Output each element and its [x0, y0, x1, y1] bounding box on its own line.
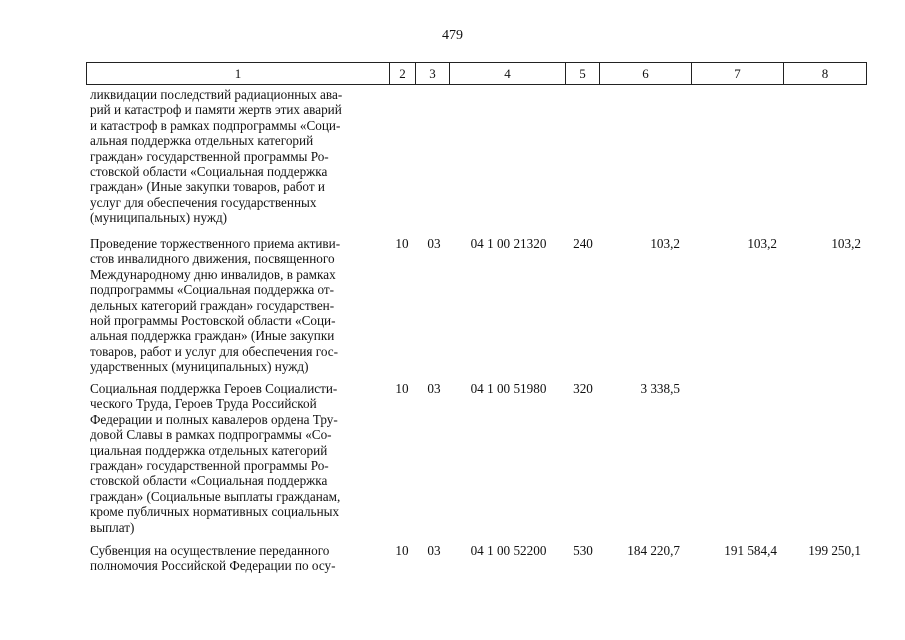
expense-type-code: 240: [573, 236, 593, 251]
subsection-code: 03: [427, 236, 441, 251]
column-header-table: [86, 62, 867, 85]
column-header-6: 6: [600, 63, 692, 85]
subsection-code: 03: [427, 543, 441, 558]
table-row: [86, 87, 866, 236]
column-header-5: 5: [566, 63, 600, 85]
column-header-8: 8: [784, 63, 867, 85]
table-row: [86, 381, 866, 543]
column-header-1: 1: [87, 63, 390, 85]
row-description: Проведение торжественного приема активи- стов инвалидного движения, посвященного Международному дню инвалидов, в рамках подпрограммы «Социальная поддержка от- дельных категорий граждан» государствен- ной программы Ростовской области «Соци- альная поддержка граждан» (Иные закупки товаров, работ и услуг для обеспечения гос- ударственных (муниципальных) нужд): [90, 236, 341, 375]
column-header-row: [87, 63, 867, 85]
target-article-code: 04 1 00 21320: [470, 236, 547, 251]
amount-col-8: 103,2: [831, 236, 861, 251]
amount-col-7: 191 584,4: [724, 543, 777, 558]
row-description: Социальная поддержка Героев Социалисти- ческого Труда, Героев Труда Российской Федерации и полных кавалеров ордена Тру- довой Славы в рамках подпрограммы «Со- циальная поддержка отдельных категорий граждан» государственной программы Ро- стовской области «Социальная поддержка граждан» (Социальные выплаты гражданам, кроме публичных нормативных социальных выплат): [90, 381, 341, 535]
target-article-code: 04 1 00 51980: [470, 381, 547, 396]
section-code: 10: [395, 236, 409, 251]
column-header-3: 3: [416, 63, 450, 85]
expense-type-code: 530: [573, 543, 593, 558]
table-body: [86, 87, 866, 583]
page-number: 479: [442, 28, 463, 43]
amount-col-6: 103,2: [650, 236, 680, 251]
amount-col-6: 184 220,7: [627, 543, 680, 558]
amount-col-8: 199 250,1: [808, 543, 861, 558]
subsection-code: 03: [427, 381, 441, 396]
column-header-4: 4: [450, 63, 566, 85]
row-description: Субвенция на осуществление переданного полномочия Российской Федерации по осу-: [90, 543, 336, 574]
column-header-2: 2: [390, 63, 416, 85]
amount-col-7: 103,2: [747, 236, 777, 251]
row-description: ликвидации последствий радиационных ава- рий и катастроф и памяти жертв этих аварий и катастроф в рамках подпрограммы «Соци- альная поддержка отдельных категорий граждан» государственной программы Ро- стовской области «Социальная поддержка граждан» (Иные закупки товаров, работ и услуг для обеспечения государственных (муниципальных) нужд): [90, 87, 343, 226]
section-code: 10: [395, 543, 409, 558]
target-article-code: 04 1 00 52200: [470, 543, 547, 558]
expense-type-code: 320: [573, 381, 593, 396]
table-row: [86, 236, 866, 381]
table-row: [86, 543, 866, 583]
amount-col-6: 3 338,5: [640, 381, 680, 396]
column-header-7: 7: [692, 63, 784, 85]
section-code: 10: [395, 381, 409, 396]
